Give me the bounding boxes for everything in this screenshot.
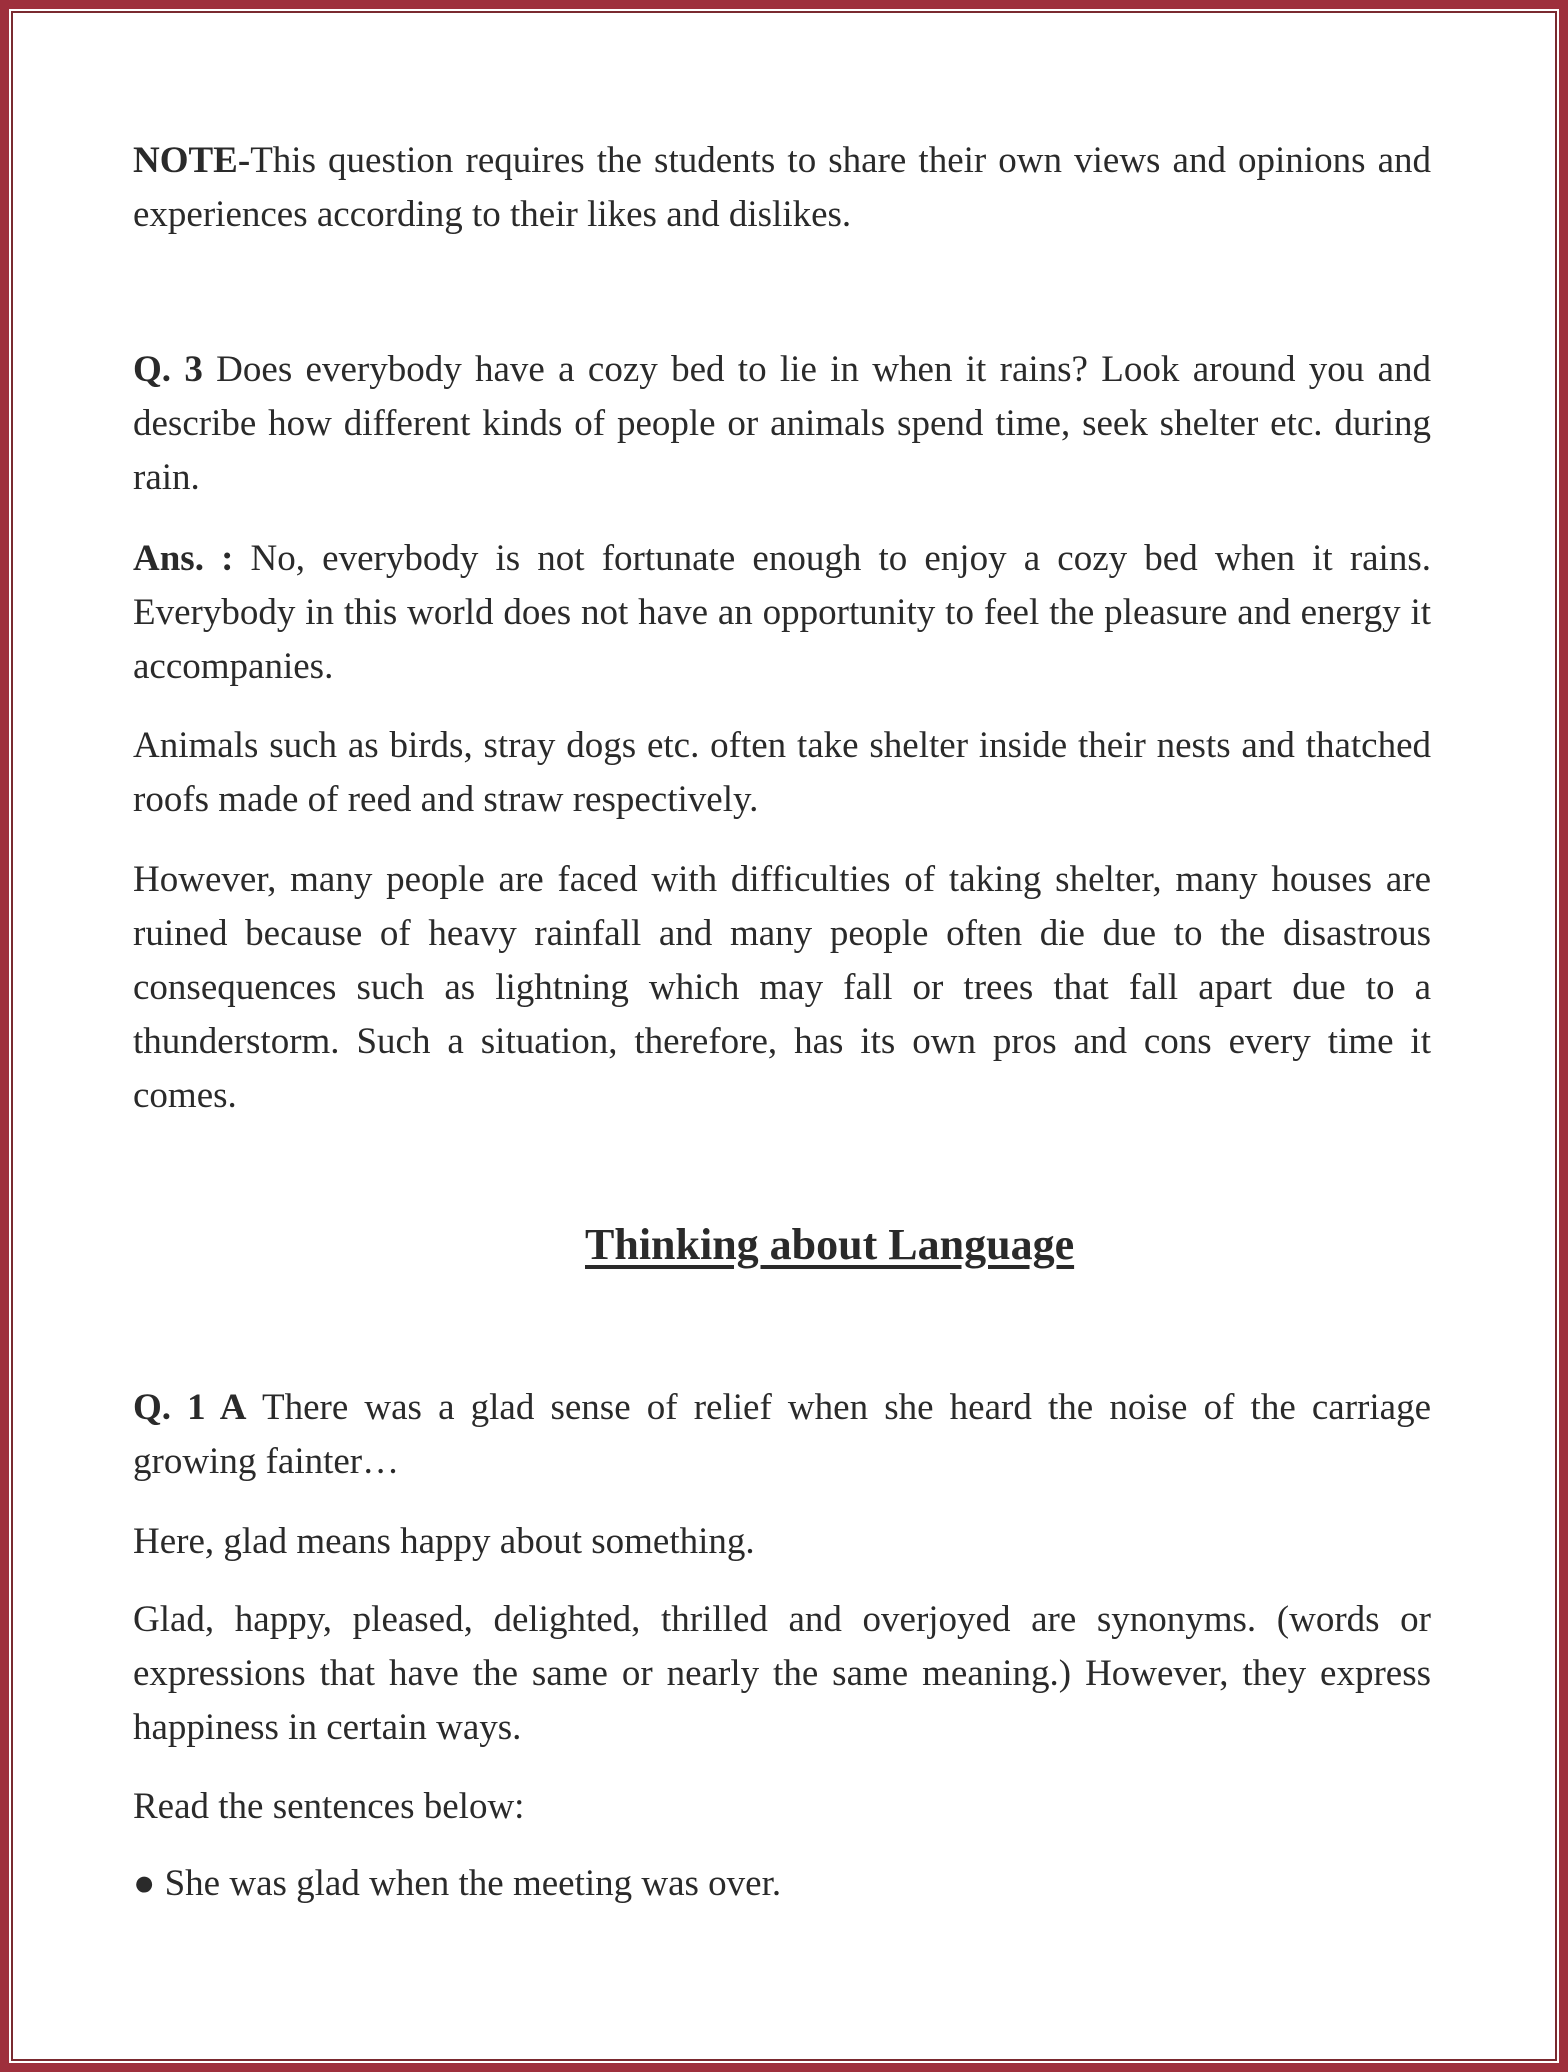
note-paragraph (133, 134, 1431, 242)
answer-label: Ans. : (133, 538, 234, 579)
note-label: NOTE- (133, 140, 251, 181)
q1a-question (133, 1381, 1431, 1489)
section-heading: Thinking about Language (585, 1220, 1075, 1269)
bullet-item (133, 1857, 1431, 1911)
bullet-icon: ● (133, 1863, 156, 1904)
answer-text: No, everybody is not fortunate enough to enjoy a cozy bed when it rains. Everybody in this world does not have an opportunity to feel the pleasure and energy it accompanies. (133, 538, 1431, 687)
q3-question-text: Does everybody have a cozy bed to lie in when it rains? Look around you and describe how different kinds of people or animals spend time, seek shelter etc. during rain. (133, 349, 1432, 498)
paragraph: Here, glad means happy about something. (133, 1521, 755, 1562)
q3-answer (133, 532, 1431, 694)
q3-label: Q. 3 (133, 349, 203, 390)
q1a-text: There was a glad sense of relief when she heard the noise of the carriage growing fainter… (133, 1387, 1431, 1482)
paragraph: Read the sentences below: (133, 1786, 525, 1827)
answer-paragraph: Animals such as birds, stray dogs etc. often take shelter inside their nests and thatched roofs made of reed and straw respectively. (133, 725, 1431, 820)
bullet-text: She was glad when the meeting was over. (164, 1863, 782, 1904)
q1a-label: Q. 1 A (133, 1387, 247, 1428)
note-text: This question requires the students to share their own views and opinions and experiences according to their likes and dislikes. (133, 140, 1431, 235)
paragraph: Glad, happy, pleased, delighted, thrilled and overjoyed are synonyms. (words or expressions that have the same or nearly the same meaning.) However, they express happiness in certain ways. (133, 1599, 1431, 1748)
answer-paragraph: However, many people are faced with difficulties of taking shelter, many houses are ruined because of heavy rainfall and many people often die due to the disastrous consequences such as lightning which may fall or trees that fall apart due to a thunderstorm. Such a situation, therefore, has its own pros and cons every time it comes. (133, 859, 1431, 1116)
q3-question (133, 343, 1431, 505)
